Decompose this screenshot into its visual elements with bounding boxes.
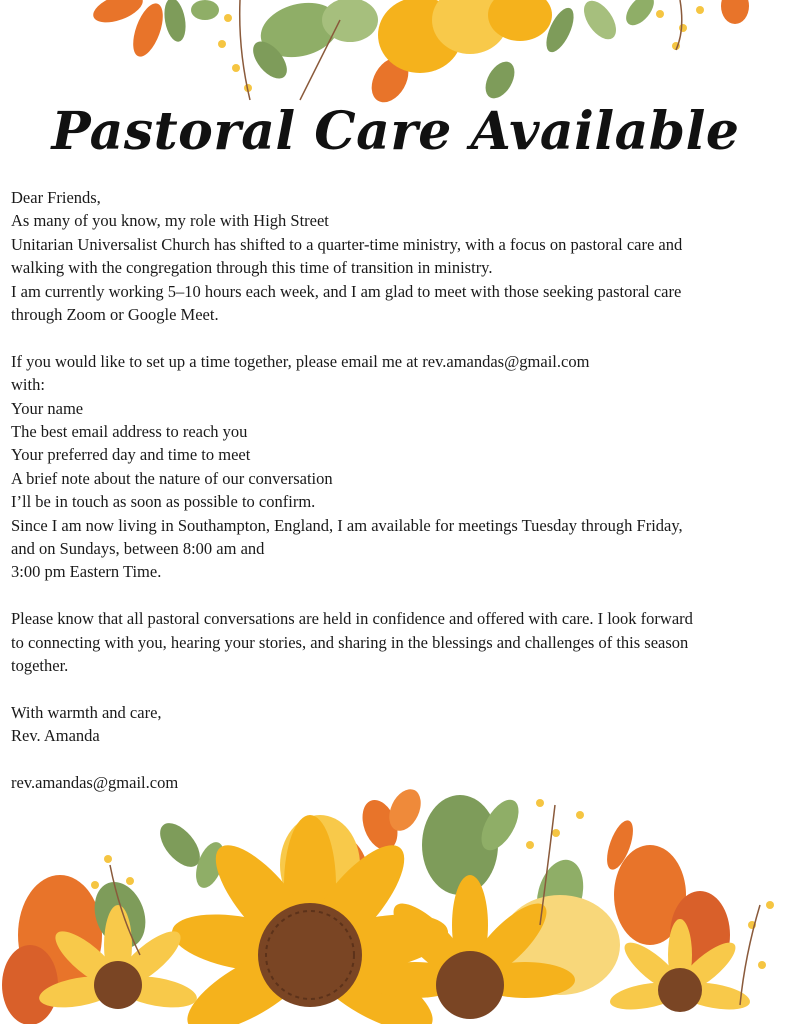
letter-line: Unitarian Universalist Church has shifted to a quarter-time ministry, with a focus on pastoral care and [11, 234, 683, 254]
letter-line: through Zoom or Google Meet. [11, 305, 219, 325]
letter-line: walking with the congregation through this time of transition in ministry. [11, 258, 493, 278]
list-item: Your name [11, 398, 84, 418]
letter-body [11, 186, 781, 795]
closing: With warmth and care, [11, 702, 162, 722]
bottom-floral-decoration [0, 785, 791, 1024]
salutation: Dear Friends, [11, 188, 101, 207]
page-title: Pastoral Care Available [51, 101, 740, 162]
letter-line: to connecting with you, hearing your stories, and sharing in the blessings and challenges of this season [11, 632, 689, 652]
contact-email: rev.amandas@gmail.com [11, 773, 179, 793]
letter-line: with: [11, 375, 45, 395]
list-item: The best email address to reach you [11, 422, 248, 442]
letter-line: If you would like to set up a time together, please email me at rev.amandas@gmail.com [11, 351, 590, 371]
list-item: Your preferred day and time to meet [11, 445, 251, 465]
letter-line: together. [11, 656, 69, 676]
list-item: A brief note about the nature of our conversation [11, 468, 333, 488]
letter-line: and on Sundays, between 8:00 am and [11, 539, 265, 559]
letter-line: Please know that all pastoral conversations are held in confidence and offered with care. I look forward [11, 609, 693, 629]
letter-line: I’ll be in touch as soon as possible to confirm. [11, 492, 316, 512]
letter-line: I am currently working 5–10 hours each week, and I am glad to meet with those seeking pastoral care [11, 281, 682, 301]
letter-line: 3:00 pm Eastern Time. [11, 562, 162, 582]
letter-line: Since I am now living in Southampton, England, I am available for meetings Tuesday through Friday, [11, 515, 683, 535]
signature: Rev. Amanda [11, 726, 100, 746]
letter-line: As many of you know, my role with High Street [11, 211, 329, 231]
